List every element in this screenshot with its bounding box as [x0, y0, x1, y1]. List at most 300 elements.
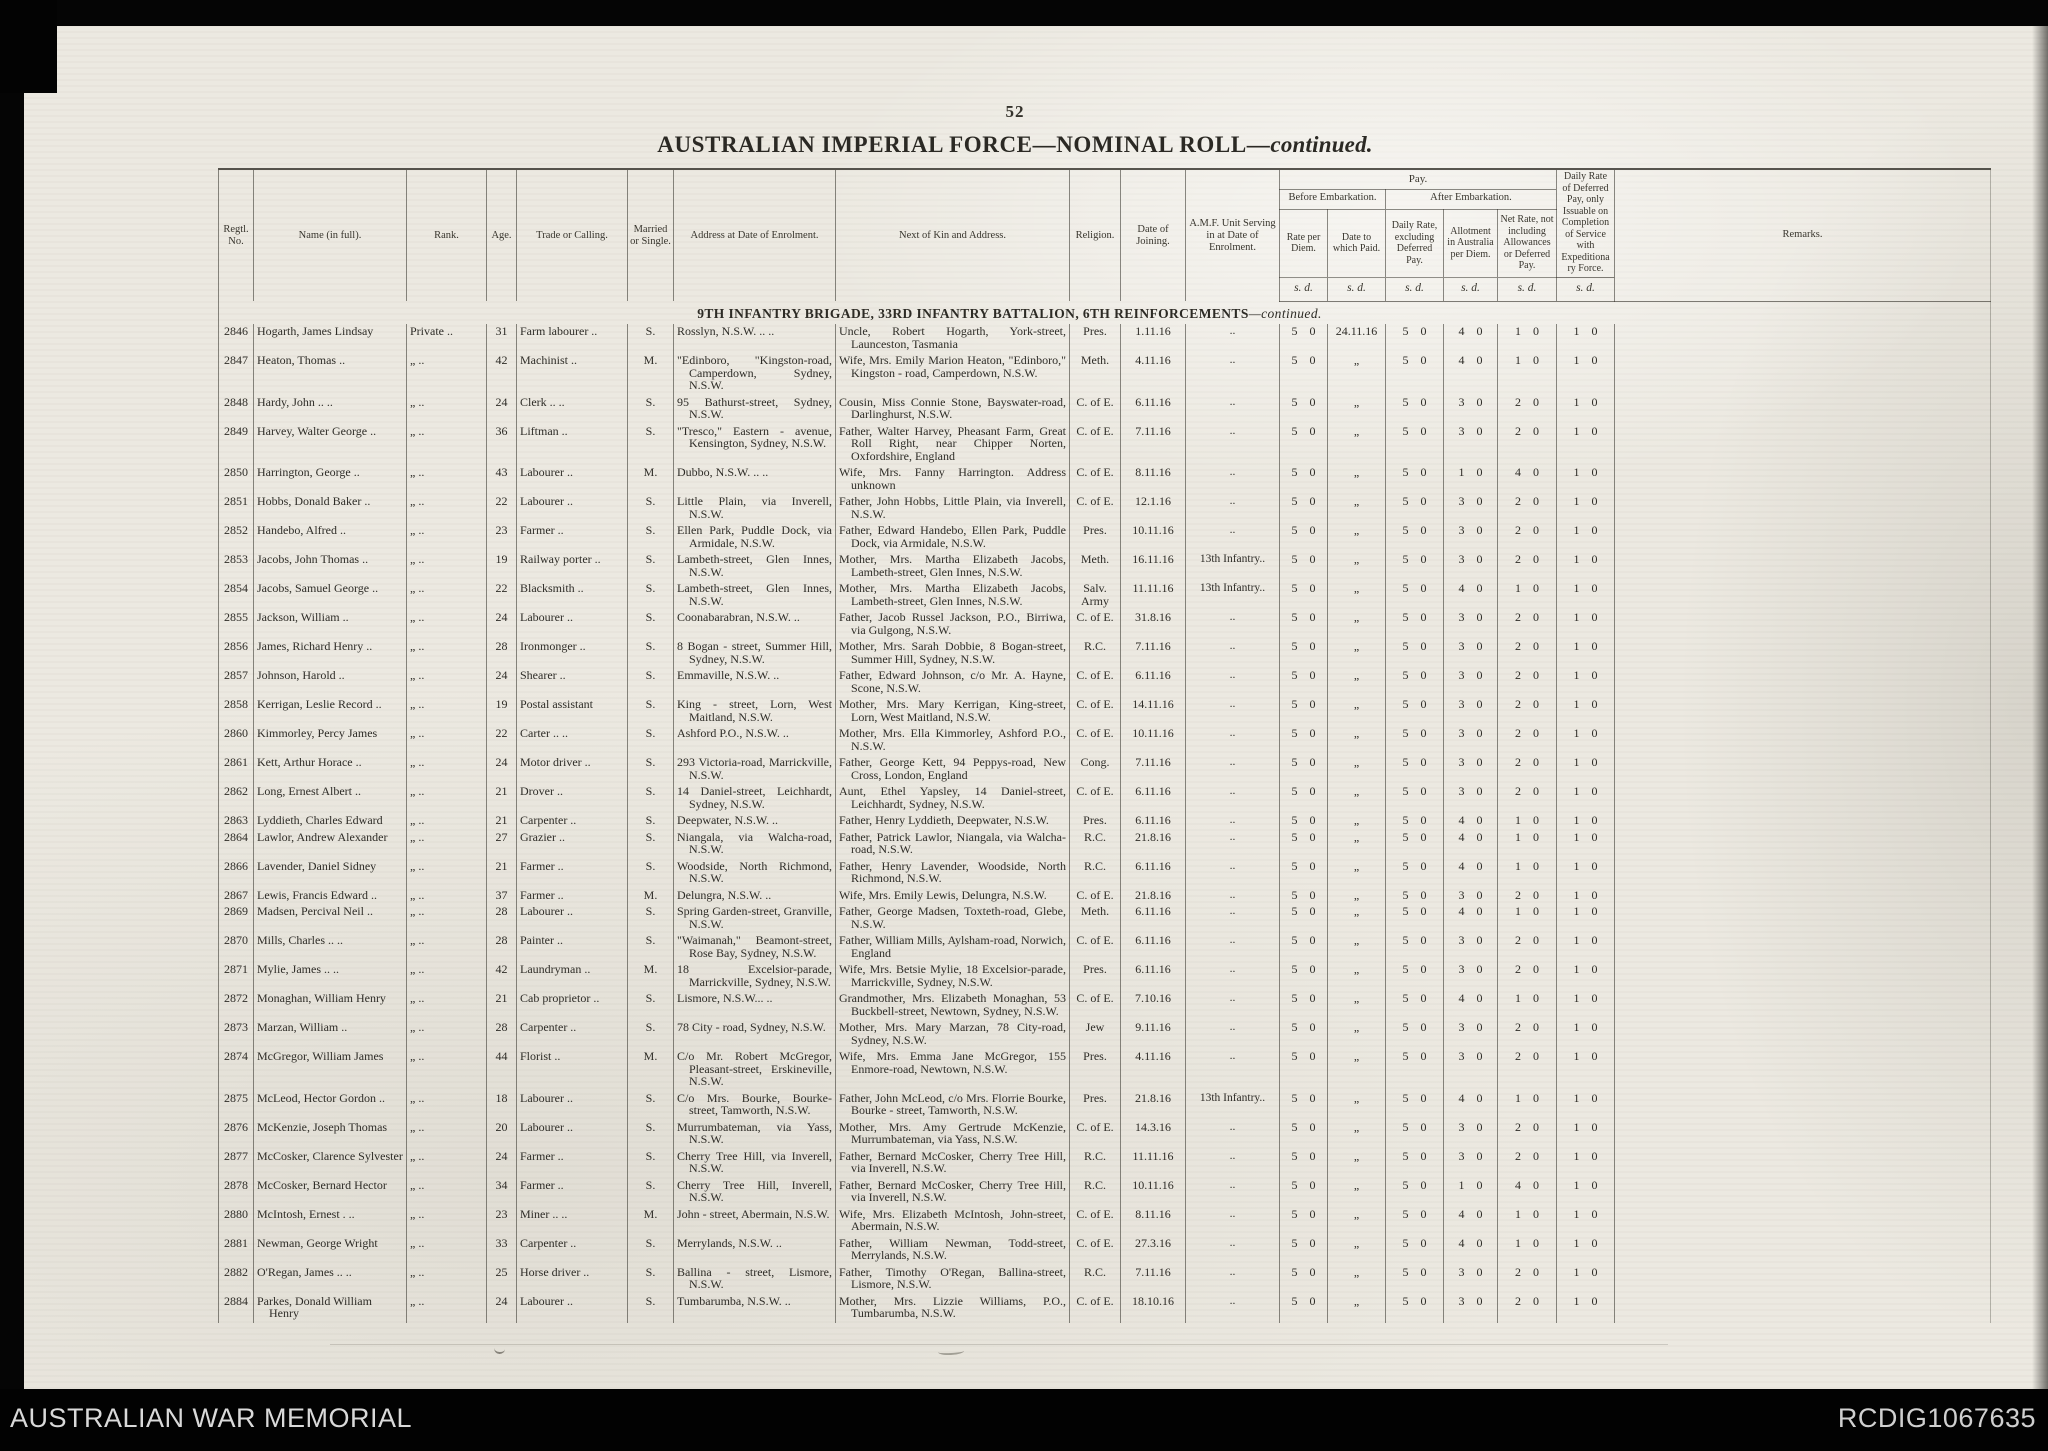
cell-deferred-pay: 1 0 — [1573, 858, 1598, 873]
cell-amf-unit: .. — [1229, 1207, 1236, 1220]
footer-reference-id: RCDIG1067635 — [1837, 1403, 2036, 1433]
cell-date-paid: „ — [1353, 1049, 1360, 1063]
cell-rank: „ .. — [410, 1020, 425, 1034]
cell-amf-unit: .. — [1229, 495, 1236, 507]
cell-next-of-kin: Father, George Madsen, Toxteth-road, Glebe, N.S.W. — [839, 904, 1066, 931]
cell-net-rate: 2 0 — [1515, 697, 1539, 711]
cell-allotment: 4 0 — [1458, 858, 1483, 873]
cell-age: 19 — [495, 697, 508, 711]
cell-date-joining: 6.11.16 — [1135, 858, 1171, 873]
cell-name: McCosker, Bernard Hector — [257, 1177, 387, 1192]
table-row — [219, 552, 1991, 581]
cell-date-paid: „ — [1353, 1264, 1360, 1279]
cell-date-joining: 14.11.16 — [1132, 697, 1174, 711]
cell-religion: C. of E. — [1076, 697, 1114, 711]
col-header-married-single: Married or Single. — [628, 169, 674, 301]
page-number: 52 — [1005, 102, 1025, 121]
cell-net-rate: 2 0 — [1515, 887, 1539, 902]
cell-address: Little Plain, via Inverell, N.S.W. — [677, 494, 832, 521]
cell-amf-unit: .. — [1229, 1149, 1236, 1162]
cell-allotment: 3 0 — [1458, 784, 1483, 798]
cell-net-rate: 2 0 — [1515, 552, 1539, 566]
cell-date-paid: „ — [1353, 887, 1360, 902]
cell-age: 23 — [495, 1206, 508, 1221]
cell-rate-per-diem: 5 0 — [1291, 1049, 1316, 1063]
table-row — [219, 755, 1991, 784]
cell-regtl-no: 2851 — [224, 494, 248, 508]
cell-married-single: S. — [645, 581, 656, 595]
cell-trade: Grazier .. — [520, 829, 565, 844]
cell-name: Lavender, Daniel Sidney — [257, 858, 377, 873]
cell-religion: Salv. Army — [1081, 581, 1109, 608]
cell-married-single: M. — [643, 465, 658, 479]
cell-address: C/o Mrs. Bourke, Bourke-street, Tamworth, N.S.W. — [677, 1090, 832, 1117]
cell-deferred-pay: 1 0 — [1573, 423, 1598, 438]
col-header-after-embarkation: After Embarkation. — [1386, 189, 1557, 209]
col-header-rate-per-diem: Rate per Diem. — [1280, 209, 1328, 277]
cell-amf-unit: 13th Infantry.. — [1199, 582, 1266, 594]
cell-date-paid: „ — [1353, 784, 1360, 798]
cell-net-rate: 4 0 — [1515, 1177, 1539, 1192]
cell-regtl-no: 2873 — [224, 1020, 248, 1034]
cell-married-single: M. — [643, 1049, 658, 1063]
cell-married-single: S. — [645, 784, 656, 798]
cell-rank: „ .. — [410, 991, 425, 1005]
cell-address: Merrylands, N.S.W. .. — [677, 1235, 782, 1250]
cell-regtl-no: 2847 — [224, 353, 248, 367]
cell-date-joining: 14.3.16 — [1135, 1119, 1171, 1134]
cell-amf-unit: .. — [1229, 814, 1236, 826]
cell-next-of-kin: Wife, Mrs. Emily Lewis, Delungra, N.S.W. — [839, 887, 1047, 902]
cell-regtl-no: 2857 — [224, 668, 248, 682]
cell-trade: Cab proprietor .. — [520, 991, 600, 1005]
cell-date-joining: 11.11.16 — [1132, 581, 1174, 595]
cell-religion: Meth. — [1080, 552, 1110, 566]
cell-date-joining: 1.11.16 — [1135, 324, 1171, 338]
cell-rate-per-diem: 5 0 — [1291, 639, 1316, 653]
cell-amf-unit: .. — [1229, 395, 1236, 408]
cell-next-of-kin: Wife, Mrs. Elizabeth McIntosh, John-street, Abermain, N.S.W. — [839, 1206, 1066, 1233]
cell-date-joining: 6.11.16 — [1135, 933, 1171, 947]
cell-regtl-no: 2853 — [224, 552, 248, 566]
cell-date-paid: „ — [1353, 552, 1360, 566]
cell-amf-unit: .. — [1229, 1120, 1236, 1133]
cell-date-paid: „ — [1353, 813, 1360, 827]
cell-regtl-no: 2872 — [224, 991, 248, 1005]
cell-net-rate: 1 0 — [1515, 353, 1539, 367]
cell-address: Tumbarumba, N.S.W. .. — [677, 1293, 791, 1308]
cell-name: McIntosh, Ernest . .. — [257, 1206, 355, 1221]
cell-married-single: M. — [643, 962, 658, 976]
cell-amf-unit: .. — [1229, 354, 1236, 366]
cell-daily-rate: 5 0 — [1402, 639, 1427, 653]
cell-address: "Tresco," Eastern - avenue, Kensington, Sydney, N.S.W. — [677, 423, 832, 450]
table-row — [219, 1236, 1991, 1265]
cell-deferred-pay: 1 0 — [1573, 1177, 1598, 1192]
cell-amf-unit: .. — [1229, 524, 1236, 536]
cell-allotment: 3 0 — [1458, 726, 1483, 740]
footer-archive-label: AUSTRALIAN WAR MEMORIAL — [10, 1403, 413, 1433]
cell-net-rate: 1 0 — [1515, 904, 1539, 918]
cell-amf-unit: .. — [1229, 325, 1236, 337]
cell-date-joining: 4.11.16 — [1135, 1049, 1171, 1063]
cell-amf-unit: .. — [1229, 830, 1236, 843]
cell-rate-per-diem: 5 0 — [1291, 904, 1316, 918]
table-row — [219, 1020, 1991, 1049]
cell-name: Handebo, Alfred .. — [257, 523, 346, 537]
cell-married-single: S. — [645, 394, 656, 409]
table-row — [219, 1294, 1991, 1323]
cell-name: Lawlor, Andrew Alexander — [257, 829, 388, 844]
cell-name: Johnson, Harold .. — [257, 668, 345, 682]
cell-regtl-no: 2875 — [224, 1090, 248, 1105]
cell-rate-per-diem: 5 0 — [1291, 887, 1316, 902]
cell-deferred-pay: 1 0 — [1573, 1020, 1598, 1034]
cell-trade: Laundryman .. — [520, 962, 591, 976]
cell-religion: C. of E. — [1076, 610, 1114, 624]
cell-daily-rate: 5 0 — [1402, 1235, 1427, 1250]
cell-address: 78 City - road, Sydney, N.S.W. — [677, 1020, 826, 1034]
cell-name: Jackson, William .. — [257, 610, 349, 624]
cell-net-rate: 2 0 — [1515, 1293, 1539, 1308]
cell-allotment: 3 0 — [1458, 1148, 1483, 1163]
table-row — [219, 1178, 1991, 1207]
cell-next-of-kin: Mother, Mrs. Sarah Dobbie, 8 Bogan-street, Summer Hill, Sydney, N.S.W. — [839, 639, 1066, 666]
col-header-name: Name (in full). — [254, 169, 407, 301]
nominal-roll-table — [218, 168, 1991, 1323]
cell-allotment: 3 0 — [1458, 552, 1483, 566]
cell-religion: Pres. — [1083, 1049, 1107, 1063]
table-body — [219, 301, 1991, 1323]
cell-rate-per-diem: 5 0 — [1291, 353, 1316, 367]
cell-name: Long, Ernest Albert .. — [257, 784, 361, 798]
col-header-net-rate: Net Rate, not including Allowances or Deferred Pay. — [1498, 209, 1557, 277]
cell-religion: C. of E. — [1076, 494, 1114, 508]
cell-name: Kett, Arthur Horace .. — [257, 755, 362, 769]
section-header-continued: —continued. — [1248, 305, 1322, 321]
cell-name: Lewis, Francis Edward .. — [257, 887, 377, 902]
cell-next-of-kin: Mother, Mrs. Ella Kimmorley, Ashford P.O., N.S.W. — [839, 726, 1066, 753]
col-header-date-joining: Date of Joining. — [1121, 169, 1186, 301]
cell-next-of-kin: Father, Walter Harvey, Pheasant Farm, Great Roll Right, near Chipper Norten, Oxfordshire, England — [839, 423, 1066, 463]
cell-daily-rate: 5 0 — [1402, 552, 1427, 566]
cell-trade: Blacksmith .. — [520, 581, 584, 595]
cell-deferred-pay: 1 0 — [1573, 726, 1598, 740]
cell-age: 24 — [495, 394, 508, 409]
cell-regtl-no: 2864 — [224, 829, 248, 844]
cell-name: Heaton, Thomas .. — [257, 353, 346, 367]
cell-date-paid: „ — [1353, 1293, 1360, 1308]
cell-deferred-pay: 1 0 — [1573, 1090, 1598, 1105]
col-header-next-of-kin: Next of Kin and Address. — [836, 169, 1070, 301]
cell-married-single: S. — [645, 639, 656, 653]
cell-date-joining: 6.11.16 — [1135, 668, 1171, 682]
cell-daily-rate: 5 0 — [1402, 423, 1427, 438]
cell-deferred-pay: 1 0 — [1573, 887, 1598, 902]
cell-date-paid: „ — [1353, 353, 1360, 367]
cell-next-of-kin: Father, John Hobbs, Little Plain, via Inverell, N.S.W. — [839, 494, 1066, 521]
cell-net-rate: 2 0 — [1515, 962, 1539, 976]
cell-trade: Farmer .. — [520, 1177, 564, 1192]
cell-date-paid: „ — [1353, 1090, 1360, 1105]
cell-date-joining: 6.11.16 — [1135, 962, 1171, 976]
cell-daily-rate: 5 0 — [1402, 1264, 1427, 1279]
cell-married-single: S. — [645, 1020, 656, 1034]
cell-next-of-kin: Mother, Mrs. Lizzie Williams, P.O., Tumbarumba, N.S.W. — [839, 1293, 1066, 1320]
cell-married-single: S. — [645, 552, 656, 566]
cell-allotment: 3 0 — [1458, 1049, 1483, 1063]
cell-age: 24 — [495, 1148, 508, 1163]
cell-amf-unit: .. — [1229, 1265, 1236, 1278]
cell-deferred-pay: 1 0 — [1573, 465, 1598, 479]
cell-trade: Labourer .. — [520, 465, 573, 479]
cell-regtl-no: 2878 — [224, 1177, 248, 1192]
cell-address: Spring Garden-street, Granville, N.S.W. — [677, 904, 832, 931]
cell-net-rate: 2 0 — [1515, 1264, 1539, 1279]
cell-allotment: 3 0 — [1458, 610, 1483, 624]
cell-age: 22 — [495, 726, 508, 740]
cell-amf-unit: .. — [1229, 698, 1236, 710]
cell-rate-per-diem: 5 0 — [1291, 726, 1316, 740]
cell-name: Harrington, George .. — [257, 465, 360, 479]
cell-daily-rate: 5 0 — [1402, 1020, 1427, 1034]
cell-date-joining: 6.11.16 — [1135, 813, 1171, 827]
cell-rate-per-diem: 5 0 — [1291, 1293, 1316, 1308]
cell-rank: „ .. — [410, 887, 425, 902]
cell-daily-rate: 5 0 — [1402, 1148, 1427, 1163]
cell-daily-rate: 5 0 — [1402, 353, 1427, 367]
cell-rank: „ .. — [410, 639, 425, 653]
cell-daily-rate: 5 0 — [1402, 494, 1427, 508]
cell-next-of-kin: Wife, Mrs. Emma Jane McGregor, 155 Enmore-road, Newtown, N.S.W. — [839, 1049, 1066, 1076]
cell-religion: Meth. — [1080, 904, 1110, 918]
cell-age: 31 — [495, 324, 508, 338]
cell-rank: Private .. — [410, 324, 453, 338]
cell-married-single: M. — [643, 353, 658, 367]
cell-amf-unit: .. — [1229, 963, 1236, 975]
cell-address: John - street, Abermain, N.S.W. — [677, 1206, 830, 1221]
cell-allotment: 4 0 — [1458, 1090, 1483, 1105]
cell-deferred-pay: 1 0 — [1573, 1206, 1598, 1221]
cell-allotment: 3 0 — [1458, 962, 1483, 976]
cell-net-rate: 2 0 — [1515, 755, 1539, 769]
cell-age: 21 — [495, 858, 508, 873]
cell-deferred-pay: 1 0 — [1573, 1119, 1598, 1134]
cell-deferred-pay: 1 0 — [1573, 1148, 1598, 1163]
cell-daily-rate: 5 0 — [1402, 1090, 1427, 1105]
cell-date-paid: „ — [1353, 991, 1360, 1005]
cell-address: Ballina - street, Lismore, N.S.W. — [677, 1264, 832, 1291]
cell-rank: „ .. — [410, 1235, 425, 1250]
cell-date-joining: 6.11.16 — [1135, 784, 1171, 798]
cell-married-single: M. — [643, 1206, 658, 1221]
table-row — [219, 1265, 1991, 1294]
cell-next-of-kin: Father, William Newman, Todd-street, Merrylands, N.S.W. — [839, 1235, 1066, 1262]
cell-age: 21 — [495, 813, 508, 827]
cell-trade: Drover .. — [520, 784, 563, 798]
cell-date-joining: 7.11.16 — [1135, 423, 1171, 438]
cell-rank: „ .. — [410, 784, 425, 798]
unit-label-sd: s. d. — [1444, 277, 1498, 301]
cell-date-paid: „ — [1353, 1020, 1360, 1034]
col-header-deferred-pay: Daily Rate of Deferred Pay, only Issuable on Completion of Service with Expeditionary Force. — [1557, 169, 1615, 277]
cell-next-of-kin: Father, Jacob Russel Jackson, P.O., Birriwa, via Gulgong, N.S.W. — [839, 610, 1066, 637]
cell-religion: Meth. — [1080, 353, 1110, 367]
cell-religion: Pres. — [1083, 813, 1107, 827]
cell-net-rate: 2 0 — [1515, 1049, 1539, 1063]
cell-date-joining: 21.8.16 — [1135, 887, 1171, 902]
cell-date-joining: 12.1.16 — [1135, 494, 1171, 508]
cell-rate-per-diem: 5 0 — [1291, 423, 1316, 438]
cell-rank: „ .. — [410, 581, 425, 595]
cell-date-paid: „ — [1353, 581, 1360, 595]
cell-married-single: S. — [645, 726, 656, 740]
cell-trade: Farmer .. — [520, 523, 564, 537]
cell-next-of-kin: Mother, Mrs. Amy Gertrude McKenzie, Murrumbateman, via Yass, N.S.W. — [839, 1119, 1066, 1146]
cell-daily-rate: 5 0 — [1402, 523, 1427, 537]
cell-age: 24 — [495, 755, 508, 769]
cell-address: 18 Excelsior-parade, Marrickville, Sydney, N.S.W. — [677, 962, 832, 989]
cell-address: King - street, Lorn, West Maitland, N.S.W. — [677, 697, 832, 724]
cell-deferred-pay: 1 0 — [1573, 639, 1598, 653]
col-header-age: Age. — [487, 169, 517, 301]
cell-net-rate: 2 0 — [1515, 394, 1539, 409]
cell-net-rate: 2 0 — [1515, 494, 1539, 508]
cell-rank: „ .. — [410, 465, 425, 479]
cell-address: Ashford P.O., N.S.W. .. — [677, 726, 789, 740]
cell-rank: „ .. — [410, 494, 425, 508]
cell-address: Dubbo, N.S.W. .. .. — [677, 465, 769, 479]
cell-age: 19 — [495, 552, 508, 566]
cell-date-joining: 31.8.16 — [1135, 610, 1171, 624]
cell-rate-per-diem: 5 0 — [1291, 829, 1316, 844]
cell-regtl-no: 2850 — [224, 465, 248, 479]
cell-married-single: M. — [643, 887, 658, 902]
cell-rate-per-diem: 5 0 — [1291, 1119, 1316, 1134]
cell-deferred-pay: 1 0 — [1573, 668, 1598, 682]
scan-hairline — [330, 1344, 1668, 1345]
cell-next-of-kin: Father, John McLeod, c/o Mrs. Florrie Bourke, Bourke - street, Tamworth, N.S.W. — [839, 1090, 1066, 1117]
cell-date-joining: 16.11.16 — [1132, 552, 1174, 566]
cell-age: 28 — [495, 639, 508, 653]
cell-trade: Labourer .. — [520, 494, 573, 508]
cell-religion: Pres. — [1083, 962, 1107, 976]
cell-address: Deepwater, N.S.W. .. — [677, 813, 779, 827]
cell-rank: „ .. — [410, 1177, 425, 1192]
cell-date-joining: 10.11.16 — [1132, 726, 1174, 740]
unit-label-sd: s. d. — [1386, 277, 1444, 301]
cell-daily-rate: 5 0 — [1402, 991, 1427, 1005]
cell-rate-per-diem: 5 0 — [1291, 1020, 1316, 1034]
cell-address: 293 Victoria-road, Marrickville, N.S.W. — [677, 755, 832, 782]
cell-rank: „ .. — [410, 726, 425, 740]
cell-age: 18 — [495, 1090, 508, 1105]
cell-address: Cherry Tree Hill, via Inverell, N.S.W. — [677, 1148, 832, 1175]
cell-address: C/o Mr. Robert McGregor, Pleasant-street, Erskineville, N.S.W. — [677, 1049, 832, 1088]
cell-trade: Liftman .. — [520, 423, 568, 438]
cell-address: Rosslyn, N.S.W. .. .. — [677, 324, 775, 338]
cell-net-rate: 2 0 — [1515, 668, 1539, 682]
cell-allotment: 3 0 — [1458, 755, 1483, 769]
cell-date-paid: „ — [1353, 962, 1360, 976]
cell-date-joining: 21.8.16 — [1135, 1090, 1171, 1105]
cell-deferred-pay: 1 0 — [1573, 933, 1598, 947]
cell-regtl-no: 2866 — [224, 858, 248, 873]
cell-net-rate: 2 0 — [1515, 933, 1539, 947]
cell-deferred-pay: 1 0 — [1573, 324, 1598, 338]
cell-regtl-no: 2855 — [224, 610, 248, 624]
cell-next-of-kin: Father, Edward Johnson, c/o Mr. A. Hayne, Scone, N.S.W. — [839, 668, 1066, 695]
table-row — [219, 904, 1991, 933]
table-row — [219, 324, 1991, 353]
cell-address: Lambeth-street, Glen Innes, N.S.W. — [677, 581, 832, 608]
cell-religion: C. of E. — [1076, 726, 1114, 740]
cell-age: 22 — [495, 494, 508, 508]
cell-date-joining: 10.11.16 — [1132, 1177, 1174, 1192]
cell-deferred-pay: 1 0 — [1573, 1235, 1598, 1250]
cell-regtl-no: 2871 — [224, 962, 248, 976]
cell-date-joining: 7.10.16 — [1135, 991, 1171, 1005]
cell-rank: „ .. — [410, 813, 425, 827]
cell-allotment: 4 0 — [1458, 813, 1483, 827]
scan-edge-shadow — [2032, 26, 2048, 1389]
cell-religion: Pres. — [1083, 1090, 1107, 1105]
table-row — [219, 726, 1991, 755]
cell-daily-rate: 5 0 — [1402, 813, 1427, 827]
cell-amf-unit: .. — [1229, 1294, 1236, 1307]
cell-rate-per-diem: 5 0 — [1291, 324, 1316, 338]
cell-net-rate: 1 0 — [1515, 1090, 1539, 1105]
cell-net-rate: 2 0 — [1515, 639, 1539, 653]
cell-net-rate: 1 0 — [1515, 581, 1539, 595]
cell-net-rate: 2 0 — [1515, 784, 1539, 798]
cell-date-paid: „ — [1353, 1119, 1360, 1134]
cell-married-single: S. — [645, 1090, 656, 1105]
cell-amf-unit: .. — [1229, 611, 1236, 623]
cell-address: 95 Bathurst-street, Sydney, N.S.W. — [677, 394, 832, 421]
cell-date-paid: „ — [1353, 829, 1360, 844]
cell-deferred-pay: 1 0 — [1573, 494, 1598, 508]
cell-trade: Labourer .. — [520, 610, 573, 624]
cell-name: Hardy, John .. .. — [257, 394, 333, 409]
cell-married-single: S. — [645, 1264, 656, 1279]
cell-trade: Farmer .. — [520, 858, 564, 873]
cell-deferred-pay: 1 0 — [1573, 610, 1598, 624]
cell-trade: Horse driver .. — [520, 1264, 590, 1279]
cell-regtl-no: 2863 — [224, 813, 248, 827]
table-row — [219, 962, 1991, 991]
cell-date-paid: „ — [1353, 394, 1360, 409]
cell-deferred-pay: 1 0 — [1573, 552, 1598, 566]
cell-age: 44 — [495, 1049, 508, 1063]
cell-name: Lyddieth, Charles Edward — [257, 813, 383, 827]
cell-date-joining: 7.11.16 — [1135, 755, 1171, 769]
cell-daily-rate: 5 0 — [1402, 610, 1427, 624]
cell-regtl-no: 2862 — [224, 784, 248, 798]
cell-trade: Motor driver .. — [520, 755, 591, 769]
cell-rate-per-diem: 5 0 — [1291, 552, 1316, 566]
cell-name: Monaghan, William Henry — [257, 991, 386, 1005]
cell-regtl-no: 2869 — [224, 904, 248, 918]
cell-amf-unit: .. — [1229, 785, 1236, 797]
cell-rate-per-diem: 5 0 — [1291, 610, 1316, 624]
cell-daily-rate: 5 0 — [1402, 904, 1427, 918]
cell-date-paid: „ — [1353, 726, 1360, 740]
cell-date-paid: „ — [1353, 639, 1360, 653]
cell-married-single: S. — [645, 1119, 656, 1134]
cell-rate-per-diem: 5 0 — [1291, 962, 1316, 976]
cell-date-joining: 4.11.16 — [1135, 353, 1171, 367]
